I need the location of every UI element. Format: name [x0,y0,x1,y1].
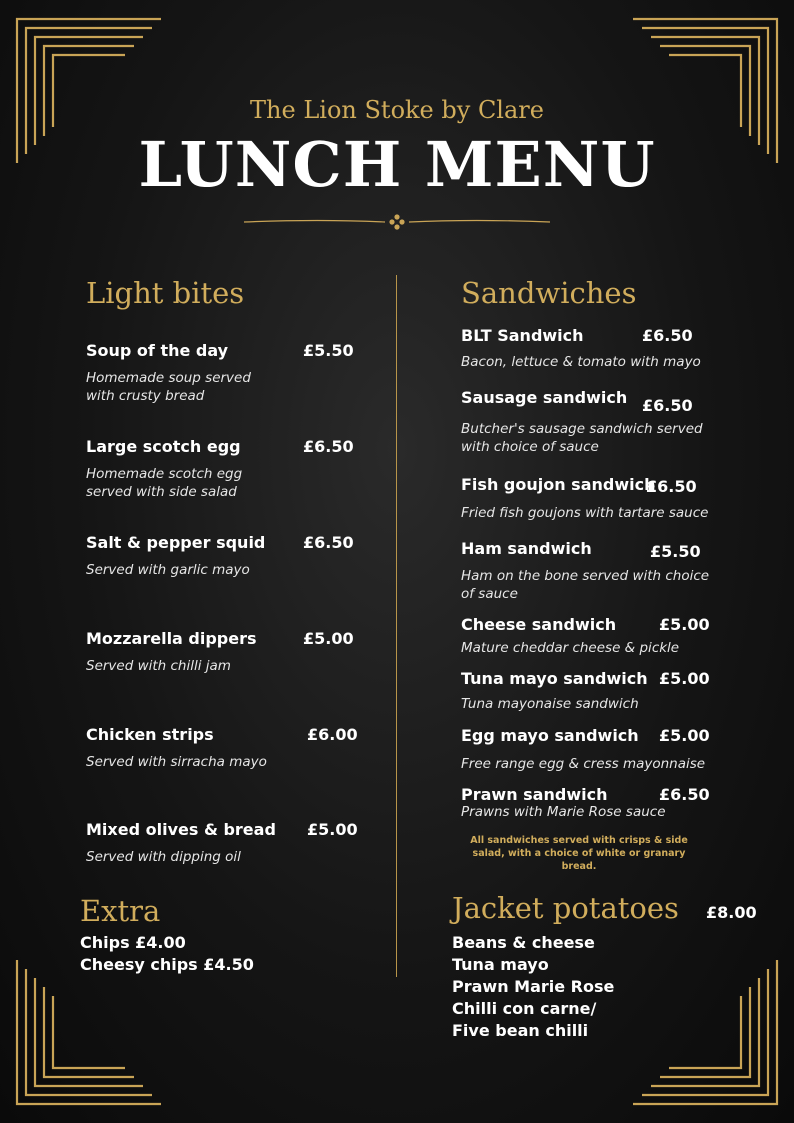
item-description: Served with chilli jam [86,658,231,674]
item-price: £6.50 [303,437,354,456]
item-name: BLT Sandwich [461,326,584,345]
restaurant-name: The Lion Stoke by Clare [250,96,544,124]
item-name: Ham sandwich [461,539,592,558]
item-name: Soup of the day [86,341,229,360]
corner-ornament-bottom-right [630,957,780,1107]
list-item: Chips £4.00 [80,933,186,952]
item-price: £5.00 [303,629,354,648]
item-price: £5.50 [650,542,701,561]
item-description: Ham on the bone served with choice of sauce [461,568,710,602]
item-price: £6.50 [303,533,354,552]
item-name: Sausage sandwich [461,388,628,407]
item-price: £5.00 [659,615,710,634]
item-price: £6.50 [646,477,697,496]
section-title-extra: Extra [80,894,161,928]
jacket-potatoes-list [452,932,614,1042]
item-description: Mature cheddar cheese & pickle [461,640,680,656]
item-description: Fried fish goujons with tartare sauce [461,505,709,521]
item-name: Egg mayo sandwich [461,726,639,745]
list-item: Tuna mayo [452,955,549,974]
sandwich-note: All sandwiches served with crisps & side salad, with a choice of white or granary bread. [470,835,688,872]
item-name: Tuna mayo sandwich [461,669,648,688]
section-title-light-bites: Light bites [86,276,245,310]
item-name: Salt & pepper squid [86,533,266,552]
section-title-sandwiches: Sandwiches [461,276,637,310]
item-name: Cheese sandwich [461,615,617,634]
item-price: £5.00 [659,669,710,688]
item-price: £6.50 [642,396,693,415]
item-name: Mixed olives & bread [86,820,276,839]
list-item: Chilli con carne/ [452,999,597,1018]
item-price: £5.00 [307,820,358,839]
item-name: Prawn sandwich [461,785,608,804]
item-description: Bacon, lettuce & tomato with mayo [461,354,701,370]
list-item: Cheesy chips £4.50 [80,955,254,974]
item-description: Served with sirracha mayo [86,754,267,770]
item-description: Served with garlic mayo [86,562,250,578]
column-divider [396,275,397,977]
item-name: Large scotch egg [86,437,241,456]
item-price: £6.00 [307,725,358,744]
item-description: Served with dipping oil [86,849,241,865]
item-price: £5.50 [303,341,354,360]
item-description: Homemade soup served with crusty bread [86,370,251,404]
item-name: Chicken strips [86,725,214,744]
corner-ornament-bottom-left [14,957,164,1107]
item-price: £6.50 [659,785,710,804]
title-flourish [240,212,554,232]
list-item: Beans & cheese [452,933,595,952]
extra-list [80,932,254,976]
section-title-jacket-potatoes: Jacket potatoes [452,891,679,925]
item-description: Free range egg & cress mayonnaise [461,756,706,772]
item-description: Tuna mayonaise sandwich [461,696,639,712]
jacket-potatoes-price: £8.00 [706,903,757,922]
item-price: £5.00 [659,726,710,745]
item-price: £6.50 [642,326,693,345]
item-description: Prawns with Marie Rose sauce [461,804,666,820]
item-description: Butcher's sausage sandwich served with choice of sauce [461,421,703,455]
list-item: Prawn Marie Rose [452,977,615,996]
page-title: LUNCH MENU [138,128,656,201]
item-name: Fish goujon sandwich [461,475,656,494]
item-description: Homemade scotch egg served with side salad [86,466,243,500]
item-name: Mozzarella dippers [86,629,257,648]
list-item: Five bean chilli [452,1021,589,1040]
